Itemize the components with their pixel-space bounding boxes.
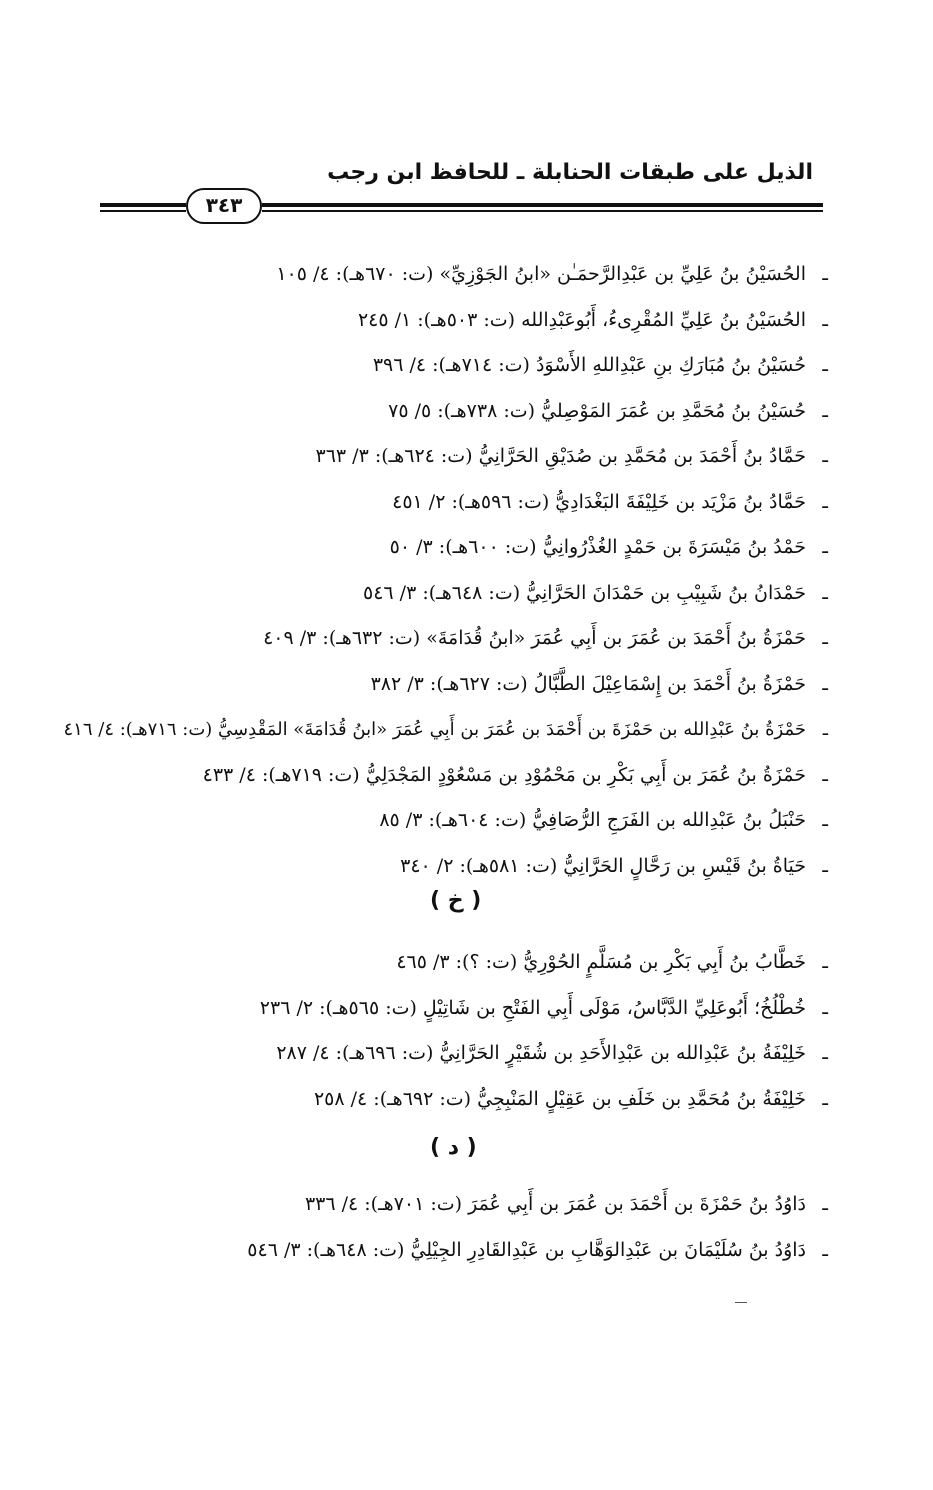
index-entry: ـحَمْزَةُ بنُ عُمَرَ بن أَبِي بَكْرِ بن مَحْمُوْدِ بن مَسْعُوْدٍ المَجْدَلِيُّ (ت: ٧١٩هـ): ٤/ ٤٣٣ bbox=[202, 763, 828, 786]
section-heading-kha: ( خ ) bbox=[430, 888, 482, 913]
index-entry: ـحَمْزَةُ بنُ عَبْدِالله بن حَمْزَةَ بن أَحْمَدَ بن عُمَرَ بن أَبِي عُمَرَ «ابنُ قُدَامَةَ» المَقْدِسِيُّ (ت: ٧١٦هـ): ٤/ ٤١٦ bbox=[63, 719, 828, 740]
index-entry: ـحُسَيْنُ بنُ مُحَمَّدِ بن عُمَرَ المَوْصِليُّ (ت: ٧٣٨هـ): ٥/ ٧٥ bbox=[388, 399, 828, 422]
header-rule-thick bbox=[262, 203, 823, 207]
index-entry: ـدَاوُدُ بنُ حَمْزَةَ بن أَحْمَدَ بن عُمَرَ بن أَبِي عُمَرَ (ت: ٧٠١هـ): ٤/ ٣٣٦ bbox=[304, 1193, 828, 1215]
index-entry: ـالحُسَيْنُ بنُ عَلِيِّ بن عَبْدِالرَّحمَـٰن «ابنُ الجَوْزِيِّ» (ت: ٦٧٠هـ): ٤/ ١٠٥ bbox=[276, 263, 828, 285]
page-number-badge: ٣٤٣ bbox=[186, 188, 262, 224]
index-entry: ـحَمْدَانُ بنُ شَبِيْبِ بن حَمْدَانَ الحَرَّانِيُّ (ت: ٦٤٨هـ): ٣/ ٥٤٦ bbox=[363, 581, 828, 604]
index-section-ha bbox=[64, 252, 829, 889]
index-entry: ـحَمْدُ بنُ مَيْسَرَةَ بن حَمْدٍ الغُذْرُوانِيُّ (ت: ٦٠٠هـ): ٣/ ٥٠ bbox=[389, 536, 828, 558]
index-section-kha bbox=[260, 940, 828, 1122]
index-section-dal bbox=[247, 1182, 828, 1273]
header-rule-left-thick bbox=[100, 203, 186, 207]
index-entry: ـخَطَّابُ بنُ أَبِي بَكْرِ بن مُسَلَّمٍ الحُوْرِيُّ (ت: ؟): ٣/ ٤٦٥ bbox=[396, 951, 828, 973]
header-rule-thin bbox=[262, 210, 823, 212]
index-entry: ـحَمَّادُ بنُ أَحْمَدَ بن مُحَمَّدِ بن صُدَيْقِ الحَرَّانِيُّ (ت: ٦٢٤هـ): ٣/ ٣٦٣ bbox=[315, 445, 828, 467]
index-entry: ـحَمْزَةُ بنُ أَحْمَدَ بن إِسْمَاعِيْلَ الطَّبَّالُ (ت: ٦٢٧هـ): ٣/ ٣٨٢ bbox=[370, 672, 828, 695]
index-entry: ـدَاوُدُ بنُ سُلَيْمَانَ بن عَبْدِالوَهَّابِ بن عَبْدِالقَادِرِ الجِيْلِيُّ (ت: ٦٤٨هـ): ٣/ ٥٤٦ bbox=[247, 1238, 828, 1261]
index-entry: ـحَنْبَلُ بنُ عَبْدِالله بن الفَرَجِ الرُّصَافِيُّ (ت: ٦٠٤هـ): ٣/ ٨٥ bbox=[379, 809, 828, 831]
index-entry: ـالحُسَيْنُ بنُ عَلِيِّ المُقْرِىءُ، أَبُوعَبْدِالله (ت: ٥٠٣هـ): ١/ ٢٤٥ bbox=[357, 308, 828, 331]
index-entry: ـخَلِيْفَةُ بنُ مُحَمَّدِ بن خَلَفِ بن عَقِيْلٍ المَنْبِجِيُّ (ت: ٦٩٢هـ): ٤/ ٢٥٨ bbox=[313, 1087, 828, 1110]
index-entry: ـخَلِيْفَةُ بنُ عَبْدِالله بن عَبْدِالأَحَدِ بن شُقَيْرٍ الحَرَّانِيُّ (ت: ٦٩٦هـ): ٤/ ٢٨٧ bbox=[276, 1042, 828, 1064]
index-entry: ـحَمْزَةُ بنُ أَحْمَدَ بن عُمَرَ بن أَبِي عُمَرَ «ابنُ قُدَامَةَ» (ت: ٦٣٢هـ): ٣/ ٤٠٩ bbox=[263, 627, 828, 649]
index-entry: ـحُسَيْنُ بنُ مُبَارَكِ بنِ عَبْدِاللهِ الأَسْوَدُ (ت: ٧١٤هـ): ٤/ ٣٩٦ bbox=[372, 354, 828, 376]
index-entry: ـحَمَّادُ بنُ مَزْيَد بن خَلِيْفَةَ البَغْدَادِيُّ (ت: ٥٩٦هـ): ٢/ ٤٥١ bbox=[392, 490, 828, 513]
section-heading-dal: ( د ) bbox=[430, 1135, 477, 1160]
index-entry: ـخُطْلُخُ؛ أَبُوعَلِيِّ الدَّبَّاسُ، مَوْلَى أَبِي الفَتْحِ بن شَاتِيْلٍ (ت: ٥٦٥هـ): ٢/ ٢٣٦ bbox=[259, 996, 828, 1019]
index-entry: ـحَيَاةُ بنُ قَيْسِ بن رَحَّالٍ الحَرَّانِيُّ (ت: ٥٨١هـ): ٢/ ٣٤٠ bbox=[400, 854, 828, 877]
running-header-title: الذيل على طبقات الحنابلة ـ للحافظ ابن رجب bbox=[327, 160, 813, 185]
footer-mark bbox=[735, 1302, 747, 1303]
header-rule-left-thin bbox=[100, 210, 186, 212]
